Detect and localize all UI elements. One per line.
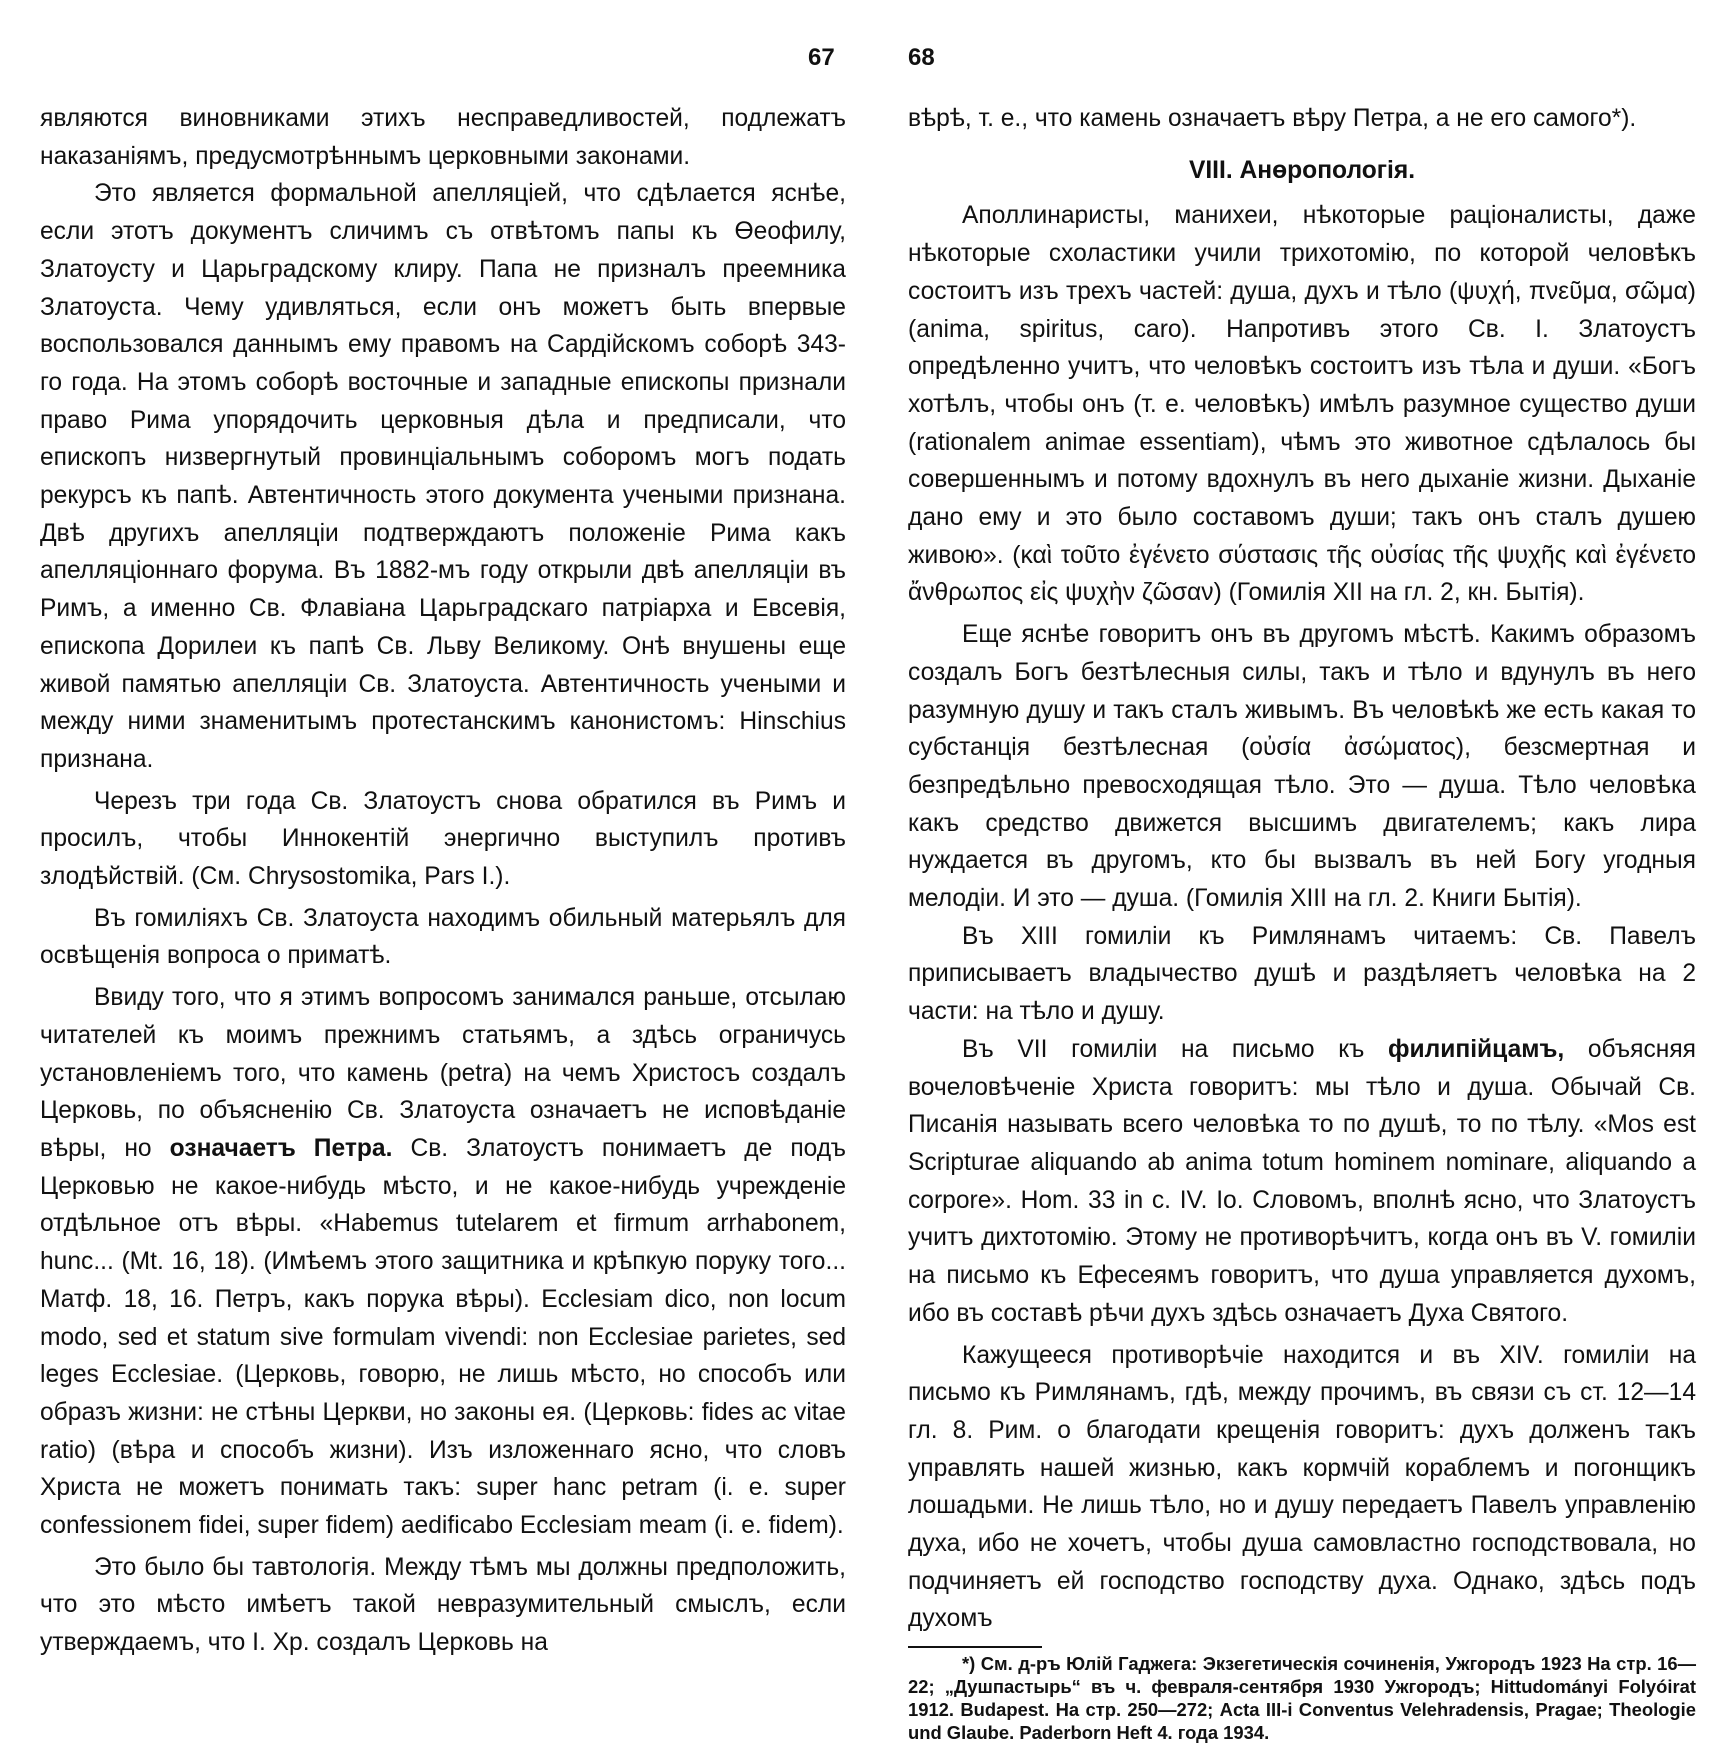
section-heading: VIII. Анөропологія. [1188,156,1416,184]
page-number-left: 67 [808,44,835,71]
paragraph: Еще яснѣе говоритъ онъ въ другомъ мѣстѣ. Какимъ образомъ создалъ Богъ безтѣлесныя силы, такъ и тѣло и вдунулъ въ него разумную душу и такъ сталъ живымъ. Въ человѣкѣ же есть какая то субстанція безтѣлесная (οὐσία ἀσώματος), безсмертная и безпредѣльно превосходящая тѣло. Это — душа. Тѣло человѣка какъ средство движется высшимъ двигателемъ; какъ лира нуждается въ другомъ, кто бы вызвалъ въ ней Богу угодныя мелодіи. И это — душа. (Гомилія XIII на гл. 2. Книги Бытія). [908,621,1696,913]
right-page-column [908,100,1696,1744]
footnote-divider [908,1646,1042,1648]
paragraph-text: Ввиду того, что я этимъ вопросомъ занимался раньше, отсылаю читателей къ моимъ прежнимъ статьямъ, а здѣсь ограничусь установленіемъ того, что камень (petra) на чемъ Христосъ создалъ Церковь, по объясненію Св. Златоуста означаетъ не исповѣданіе вѣры, но [40,984,846,1162]
paragraph: являются виновниками этихъ несправедливостей, подлежатъ наказаніямъ, предусмотрѣннымъ церковными законами. [40,105,846,170]
bold-phrase: означаетъ Петра. [169,1134,393,1162]
bold-phrase: филипійцамъ, [1387,1035,1565,1063]
paragraph: Черезъ три года Св. Златоустъ снова обратился въ Римъ и просилъ, чтобы Иннокентій энергично выступилъ противъ злодѣйствій. (См. Chrysostomika, Pars I.). [40,787,846,891]
page-number-right: 68 [908,44,935,71]
paragraph: Кажущееся противорѣчіе находится и въ XIV. гомиліи на письмо къ Римлянамъ, гдѣ, между прочимъ, въ связи съ ст. 12—14 гл. 8. Рим. о благодати крещенія говоритъ: духъ долженъ такъ управлять нашей жизнью, какъ кормчій кораблемъ и погонщикъ лошадьми. Не лишь тѣло, но и душу передаетъ Павелъ управленію духа, ибо не хочетъ, чтобы душа самовластно господствовала, но подчиняетъ ей господство господству духа. Однако, здѣсь подъ духомъ [908,1341,1696,1633]
paragraph-continuation: вѣрѣ, т. е., что камень означаетъ вѣру Петра, а не его самого*). [908,105,1637,132]
left-page-column [40,100,846,1662]
paragraph: Это является формальной апелляціей, что сдѣлается яснѣе, если этотъ документъ сличимъ съ отвѣтомъ папы къ Өеофилу, Златоусту и Царьградскому клиру. Папа не призналъ преемника Златоуста. Чему удивляться, если онъ можетъ быть впервые воспользовался даннымъ ему правомъ на Сардійскомъ соборѣ 343-го года. На этомъ соборѣ восточные и западные епископы признали право Рима упорядочить церковныя дѣла и предписали, что епископъ низвергнутый провинціальнымъ соборомъ могъ подать рекурсъ къ папѣ. Автентичность этого документа учеными признана. Двѣ другихъ апелляціи подтверждаютъ положеніе Рима какъ апелляціоннаго форума. Въ 1882-мъ году открыли двѣ апелляціи въ Римъ, а именно Св. Флавіана Царьградскаго патріарха и Евсевія, епископа Дорилеи къ папѣ Св. Льву Великому. Онѣ внушены еще живой памятью апелляціи Св. Златоуста. Автентичность учеными и между ними знаменитымъ протестанскимъ канонистомъ: Hinschius признана. [40,180,846,773]
paragraph [40,979,846,1545]
paragraph: Въ гомиліяхъ Св. Златоуста находимъ обильный матерьялъ для освѣщенія вопроса о приматѣ. [40,904,846,970]
paragraph-text: Св. Златоустъ понимаетъ де подъ Церковью не какое-нибудь мѣсто, и не какое-нибудь учрежденіе отдѣльное отъ вѣры. «Habemus tutelarem et firmum arrhabonem, hunc... (Mt. 16, 18). (Имѣемъ этого защитника и крѣпкую поруку того... Матф. 18, 16. Петръ, какъ порука вѣры). Ecclesiam dico, non locum modo, sed et statum sive formulam vivendi: non Ecclesiae parietes, sed leges Ecclesiae. (Церковь, говорю, не лишь мѣсто, но способъ или образъ жизни: не стѣны Церкви, но законы ея. (Церковь: fides ac vitae ratio) (вѣра и способъ жизни). Изъ изложеннаго ясно, что словъ Христа не можетъ понимать такъ: super hanc petram (i. e. super confessionem fidei, super fidem) aedificabo Ecclesiam meam (i. e. fidem). [40,1134,846,1540]
paragraph: Аполлинаристы, манихеи, нѣкоторые раціоналисты, даже нѣкоторые схоластики учили трихотомію, по которой человѣкъ состоитъ изъ трехъ частей: душа, духъ и тѣло (ψυχή, πνεῦμα, σῶμα) (anima, spiritus, caro). Напротивъ этого Св. I. Златоустъ опредѣленно учитъ, что человѣкъ состоитъ изъ тѣла и души. «Богъ хотѣлъ, чтобы онъ (т. е. человѣкъ) имѣлъ разумное существо души (rationalem animae essentiam), чѣмъ это животное сдѣлалось бы совершеннымъ и потому вдохнулъ въ него дыханіе жизни. Дыханіе дано ему и это было составомъ души; такъ онъ сталъ душею живою». (καὶ τοῦτο ἐγένετο σύστασις τῆς οὐσίας τῆς ψυχῆς καὶ ἐγένετο ἄνθρωπος εἰς ψυχὴν ζῶσαν) (Гомилія XII на гл. 2, кн. Бытія). [908,202,1696,607]
paragraph-text: Въ VII гомиліи на письмо къ [962,1035,1365,1063]
paragraph: Въ XIII гомиліи къ Римлянамъ читаемъ: Св. Павелъ приписываетъ владычество душѣ и раздѣляетъ человѣка на 2 части: на тѣло и душу. [908,922,1696,1026]
paragraph [908,1031,1696,1333]
paragraph: Это было бы тавтологія. Между тѣмъ мы должны предположить, что это мѣсто имѣетъ такой невразумительный смыслъ, если утверждаемъ, что I. Хр. создалъ Церковь на [40,1553,846,1657]
paragraph-text: объясняя вочеловѣченіе Христа говоритъ: мы тѣло и душа. Обычай Св. Писанія называть всего человѣка то по душѣ, то по тѣлу. «Mos est Scripturae aliquando ab anima totum hominem nominare, aliquando a corpore». Hom. 33 in c. IV. Io. Словомъ, вполнѣ ясно, что Златоустъ учитъ дихтотомію. Этому не противорѣчитъ, когда онъ въ V. гомиліи на письмо къ Ефесеямъ говоритъ, что душа управляется духомъ, ибо въ составѣ рѣчи духъ здѣсь означаетъ Духа Святого. [908,1035,1696,1327]
footnote: *) См. д-ръ Юлій Гаджега: Экзегетическія сочиненія, Ужгородъ 1923 На стр. 16—22; „Душпастырь“ въ ч. февраля-сентября 1930 Ужгородъ; Hittudományi Folyóirat 1912. Budapest. На стр. 250—272; Acta III-i Conventus Velehradensis, Pragae; Theologie und Glaube. Paderborn Heft 4. года 1934. [908,1653,1696,1744]
